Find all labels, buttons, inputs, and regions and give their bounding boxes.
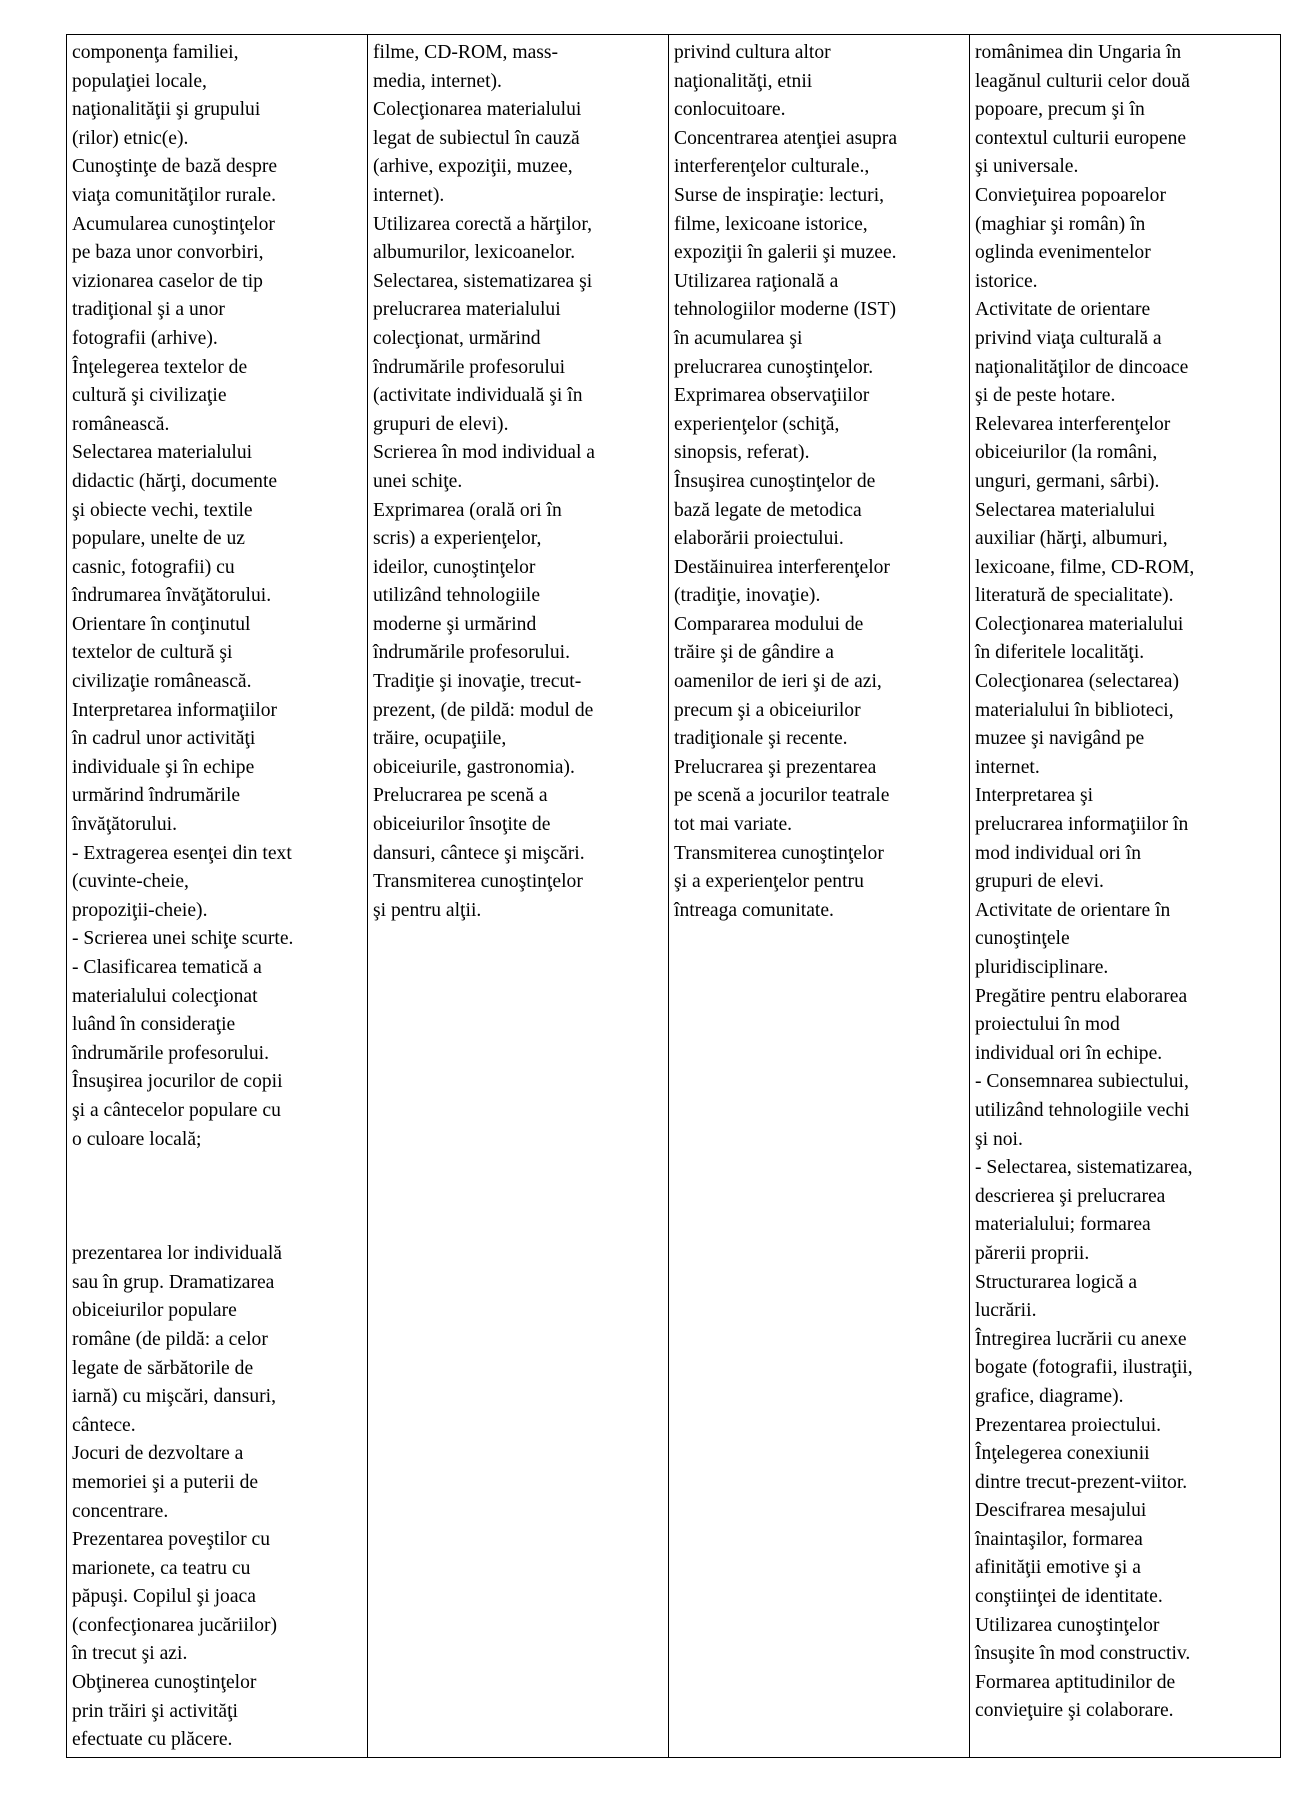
- text-line: îndrumările profesorului.: [72, 1042, 269, 1064]
- text-line: conlocuitoare.: [674, 99, 786, 121]
- text-line: elaborării proiectului.: [674, 528, 844, 550]
- text-line: memoriei şi a puterii de: [72, 1471, 259, 1493]
- text-line: şi pentru alţii.: [373, 899, 482, 921]
- text-line: Prelucrarea pe scenă a: [373, 785, 548, 807]
- text-line: învăţătorului.: [72, 814, 178, 836]
- text-line: o culoare locală;: [72, 1128, 202, 1150]
- text-line: contextul culturii europene: [975, 127, 1187, 149]
- text-line: cunoştinţele: [975, 928, 1070, 950]
- text-line: îndrumarea învăţătorului.: [72, 585, 272, 607]
- text-line: cântece.: [72, 1414, 136, 1436]
- text-line: Descifrarea mesajului: [975, 1500, 1147, 1522]
- text-line: componenţa familiei,: [72, 42, 239, 63]
- column-4-text: [975, 39, 1275, 1726]
- text-line: precum şi a obiceiurilor: [674, 699, 861, 721]
- text-line: Scrierea în mod individual a: [373, 442, 595, 464]
- text-line: (confecţionarea jucăriilor): [72, 1614, 278, 1636]
- text-line: marionete, ca teatru cu: [72, 1557, 251, 1579]
- column-1-text-continued: [72, 1240, 362, 1755]
- text-line: unei schiţe.: [373, 470, 463, 492]
- text-line: interferenţelor culturale.,: [674, 156, 870, 178]
- column-1-spacing: [72, 1154, 362, 1240]
- text-line: proiectului în mod: [975, 1014, 1120, 1036]
- text-line: şi universale.: [975, 156, 1079, 178]
- text-line: moderne şi urmărind: [373, 613, 537, 635]
- text-line: tradiţional şi a unor: [72, 299, 225, 321]
- text-line: românească.: [72, 413, 170, 435]
- text-line: efectuate cu plăcere.: [72, 1729, 233, 1751]
- text-line: auxiliar (hărţi, albumuri,: [975, 528, 1168, 550]
- text-line: albumurilor, lexicoanelor.: [373, 242, 576, 264]
- text-line: românimea din Ungaria în: [975, 42, 1182, 63]
- text-line: obiceiurile, gastronomia).: [373, 756, 575, 778]
- text-line: Orientare în conţinutul: [72, 613, 251, 635]
- text-line: Colecţionarea (selectarea): [975, 671, 1179, 693]
- text-line: Utilizarea raţională a: [674, 270, 839, 292]
- text-line: Transmiterea cunoştinţelor: [373, 871, 583, 893]
- text-line: (cuvinte-cheie,: [72, 871, 189, 893]
- text-line: ideilor, cunoştinţelor: [373, 556, 536, 578]
- text-line: trăire şi de gândire a: [674, 642, 834, 664]
- text-line: grupuri de elevi.: [975, 871, 1104, 893]
- text-line: Compararea modului de: [674, 613, 864, 635]
- text-line: fotografii (arhive).: [72, 327, 218, 349]
- text-line: colecţionat, urmărind: [373, 327, 541, 349]
- text-line: textelor de cultură şi: [72, 642, 233, 664]
- text-line: Acumularea cunoştinţelor: [72, 213, 275, 235]
- text-line: - Extragerea esenţei din text: [72, 842, 292, 864]
- text-line: - Selectarea, sistematizarea,: [975, 1157, 1193, 1179]
- curriculum-table: [66, 34, 1281, 1758]
- text-line: obiceiurilor populare: [72, 1300, 237, 1322]
- text-line: materialului în biblioteci,: [975, 699, 1174, 721]
- text-line: păpuşi. Copilul şi joaca: [72, 1586, 256, 1608]
- text-line: individuale şi în echipe: [72, 756, 255, 778]
- text-line: şi a experienţelor pentru: [674, 871, 864, 893]
- text-line: afinităţii emotive şi a: [975, 1557, 1141, 1579]
- text-line: descrierea şi prelucrarea: [975, 1185, 1166, 1207]
- text-line: leagănul culturii celor două: [975, 70, 1190, 92]
- text-line: tradiţionale şi recente.: [674, 728, 848, 750]
- text-line: în acumularea şi: [674, 327, 803, 349]
- text-line: Prezentarea poveştilor cu: [72, 1529, 271, 1551]
- text-line: trăire, ocupaţiile,: [373, 728, 507, 750]
- text-line: experienţelor (schiţă,: [674, 413, 840, 435]
- text-line: naţionalităţi, etnii: [674, 70, 813, 92]
- text-line: tot mai variate.: [674, 814, 793, 836]
- text-line: Înţelegerea conexiunii: [975, 1443, 1150, 1465]
- text-line: Însuşirea cunoştinţelor de: [674, 470, 876, 492]
- text-line: obiceiurilor (la români,: [975, 442, 1158, 464]
- text-line: în diferitele localităţi.: [975, 642, 1145, 664]
- text-line: conştiinţei de identitate.: [975, 1586, 1163, 1608]
- text-line: în cadrul unor activităţi: [72, 728, 256, 750]
- text-line: oamenilor de ieri şi de azi,: [674, 671, 882, 693]
- text-line: sau în grup. Dramatizarea: [72, 1271, 275, 1293]
- text-line: viaţa comunităţilor rurale.: [72, 184, 277, 206]
- text-line: obiceiurilor însoţite de: [373, 814, 551, 836]
- text-line: Însuşirea jocurilor de copii: [72, 1071, 283, 1093]
- text-line: istorice.: [975, 270, 1038, 292]
- text-line: Structurarea logică a: [975, 1271, 1138, 1293]
- text-line: urmărind îndrumările: [72, 785, 241, 807]
- text-line: legat de subiectul în cauză: [373, 127, 580, 149]
- text-line: îndrumările profesorului: [373, 356, 566, 378]
- text-line: lucrării.: [975, 1300, 1037, 1322]
- text-line: popoare, precum şi în: [975, 99, 1145, 121]
- text-line: Prelucrarea şi prezentarea: [674, 756, 877, 778]
- text-line: luând în consideraţie: [72, 1014, 236, 1036]
- text-line: scris) a experienţelor,: [373, 528, 542, 550]
- text-line: internet).: [373, 184, 445, 206]
- text-line: Selectarea materialului: [72, 442, 253, 464]
- text-line: Formarea aptitudinilor de: [975, 1671, 1176, 1693]
- text-line: Obţinerea cunoştinţelor: [72, 1672, 257, 1694]
- table-row: [67, 35, 1281, 1758]
- text-line: materialului; formarea: [975, 1214, 1151, 1236]
- text-line: naţionalităţii şi grupului: [72, 99, 261, 121]
- text-line: Concentrarea atenţiei asupra: [674, 127, 898, 149]
- text-line: îndrumările profesorului.: [373, 642, 570, 664]
- text-line: iarnă) cu mişcări, dansuri,: [72, 1386, 277, 1408]
- text-line: Exprimarea (orală ori în: [373, 499, 562, 521]
- column-1-cell: [67, 35, 368, 1758]
- text-line: grafice, diagrame).: [975, 1385, 1124, 1407]
- text-line: pluridisciplinare.: [975, 957, 1109, 978]
- text-line: (rilor) etnic(e).: [72, 127, 189, 149]
- text-line: şi de peste hotare.: [975, 385, 1116, 407]
- text-line: Activitate de orientare: [975, 299, 1151, 321]
- text-line: lexicoane, filme, CD-ROM,: [975, 556, 1195, 578]
- text-line: bază legate de metodica: [674, 499, 862, 521]
- text-line: expoziţii în galerii şi muzee.: [674, 242, 897, 264]
- text-line: dintre trecut-prezent-viitor.: [975, 1471, 1188, 1493]
- text-line: prelucrarea cunoştinţelor.: [674, 356, 874, 378]
- text-line: prezent, (de pildă: modul de: [373, 699, 594, 721]
- text-line: Tradiţie şi inovaţie, trecut-: [373, 671, 582, 693]
- text-line: Interpretarea şi: [975, 785, 1094, 807]
- text-line: pe baza unor convorbiri,: [72, 242, 264, 264]
- text-line: părerii proprii.: [975, 1242, 1090, 1264]
- text-line: populaţiei locale,: [72, 70, 207, 92]
- text-line: concentrare.: [72, 1500, 169, 1522]
- text-line: unguri, germani, sârbi).: [975, 470, 1160, 492]
- text-line: civilizaţie românească.: [72, 671, 252, 693]
- text-line: prezentarea lor individuală: [72, 1243, 282, 1265]
- text-line: casnic, fotografii) cu: [72, 556, 235, 578]
- text-line: pe scenă a jocurilor teatrale: [674, 785, 890, 807]
- text-line: Convieţuirea popoarelor: [975, 184, 1166, 206]
- text-line: în trecut şi azi.: [72, 1643, 188, 1665]
- text-line: Interpretarea informaţiilor: [72, 699, 278, 721]
- text-line: literatură de specialitate).: [975, 585, 1174, 607]
- text-line: (activitate individuală şi în: [373, 385, 583, 407]
- text-line: Cunoştinţe de bază despre: [72, 156, 278, 178]
- text-line: şi obiecte vechi, textile: [72, 499, 253, 521]
- text-line: şi a cântecelor populare cu: [72, 1099, 281, 1121]
- text-line: prelucrarea materialului: [373, 299, 561, 321]
- text-line: didactic (hărţi, documente: [72, 470, 278, 492]
- text-line: Jocuri de dezvoltare a: [72, 1443, 244, 1465]
- text-line: Întregirea lucrării cu anexe: [975, 1328, 1187, 1350]
- text-line: utilizând tehnologiile: [373, 585, 541, 607]
- text-line: privind viaţa culturală a: [975, 327, 1162, 349]
- text-line: filme, lexicoane istorice,: [674, 213, 868, 235]
- text-line: Exprimarea observaţiilor: [674, 385, 870, 407]
- text-line: convieţuire şi colaborare.: [975, 1700, 1174, 1722]
- text-line: însuşite în mod constructiv.: [975, 1643, 1191, 1665]
- column-1-text: [72, 39, 362, 1154]
- text-line: - Consemnarea subiectului,: [975, 1071, 1189, 1093]
- text-line: Transmiterea cunoştinţelor: [674, 842, 884, 864]
- column-3-text: [674, 39, 964, 925]
- text-line: prin trăiri şi activităţi: [72, 1700, 238, 1722]
- text-line: Utilizarea corectă a hărţilor,: [373, 213, 592, 235]
- text-line: (maghiar şi român) în: [975, 213, 1146, 235]
- text-line: propoziţii-cheie).: [72, 899, 208, 921]
- text-line: Colecţionarea materialului: [975, 613, 1184, 635]
- text-line: Activitate de orientare în: [975, 899, 1171, 921]
- text-line: privind cultura altor: [674, 42, 831, 63]
- text-line: media, internet).: [373, 70, 502, 92]
- text-line: Selectarea, sistematizarea şi: [373, 270, 593, 292]
- text-line: Colecţionarea materialului: [373, 99, 582, 121]
- text-line: - Clasificarea tematică a: [72, 957, 262, 978]
- text-line: muzee şi navigând pe: [975, 728, 1145, 750]
- text-line: Prezentarea proiectului.: [975, 1414, 1162, 1436]
- text-line: vizionarea caselor de tip: [72, 270, 263, 292]
- text-line: Înţelegerea textelor de: [72, 356, 248, 378]
- column-3-cell: [669, 35, 970, 1758]
- text-line: Utilizarea cunoştinţelor: [975, 1614, 1160, 1636]
- text-line: materialului colecţionat: [72, 985, 258, 1007]
- text-line: Relevarea interferenţelor: [975, 413, 1171, 435]
- text-line: cultură şi civilizaţie: [72, 385, 227, 407]
- text-line: internet.: [975, 756, 1040, 778]
- text-line: tehnologiilor moderne (IST): [674, 299, 897, 321]
- text-line: înaintaşilor, formarea: [975, 1528, 1143, 1550]
- text-line: întreaga comunitate.: [674, 899, 834, 921]
- text-line: Destăinuirea interferenţelor: [674, 556, 890, 578]
- text-line: (arhive, expoziţii, muzee,: [373, 156, 573, 178]
- text-line: române (de pildă: a celor: [72, 1328, 268, 1350]
- text-line: individual ori în echipe.: [975, 1042, 1163, 1064]
- text-line: sinopsis, referat).: [674, 442, 810, 464]
- text-line: legate de sărbătorile de: [72, 1357, 254, 1379]
- column-2-cell: [368, 35, 669, 1758]
- text-line: oglinda evenimentelor: [975, 242, 1151, 264]
- text-line: Selectarea materialului: [975, 499, 1156, 521]
- column-2-text: [373, 39, 663, 925]
- text-line: mod individual ori în: [975, 842, 1141, 864]
- text-line: bogate (fotografii, ilustraţii,: [975, 1357, 1193, 1379]
- text-line: grupuri de elevi).: [373, 413, 509, 435]
- text-line: prelucrarea informaţiilor în: [975, 814, 1189, 836]
- column-4-cell: [970, 35, 1281, 1758]
- text-line: Surse de inspiraţie: lecturi,: [674, 184, 885, 206]
- text-line: (tradiţie, inovaţie).: [674, 585, 821, 607]
- text-line: filme, CD-ROM, mass-: [373, 42, 559, 63]
- text-line: - Scrierea unei schiţe scurte.: [72, 928, 294, 950]
- text-line: şi noi.: [975, 1128, 1023, 1150]
- text-line: dansuri, cântece şi mişcări.: [373, 842, 585, 864]
- text-line: naţionalităţilor de dincoace: [975, 356, 1189, 378]
- text-line: Pregătire pentru elaborarea: [975, 985, 1188, 1007]
- text-line: populare, unelte de uz: [72, 528, 246, 550]
- text-line: utilizând tehnologiile vechi: [975, 1099, 1190, 1121]
